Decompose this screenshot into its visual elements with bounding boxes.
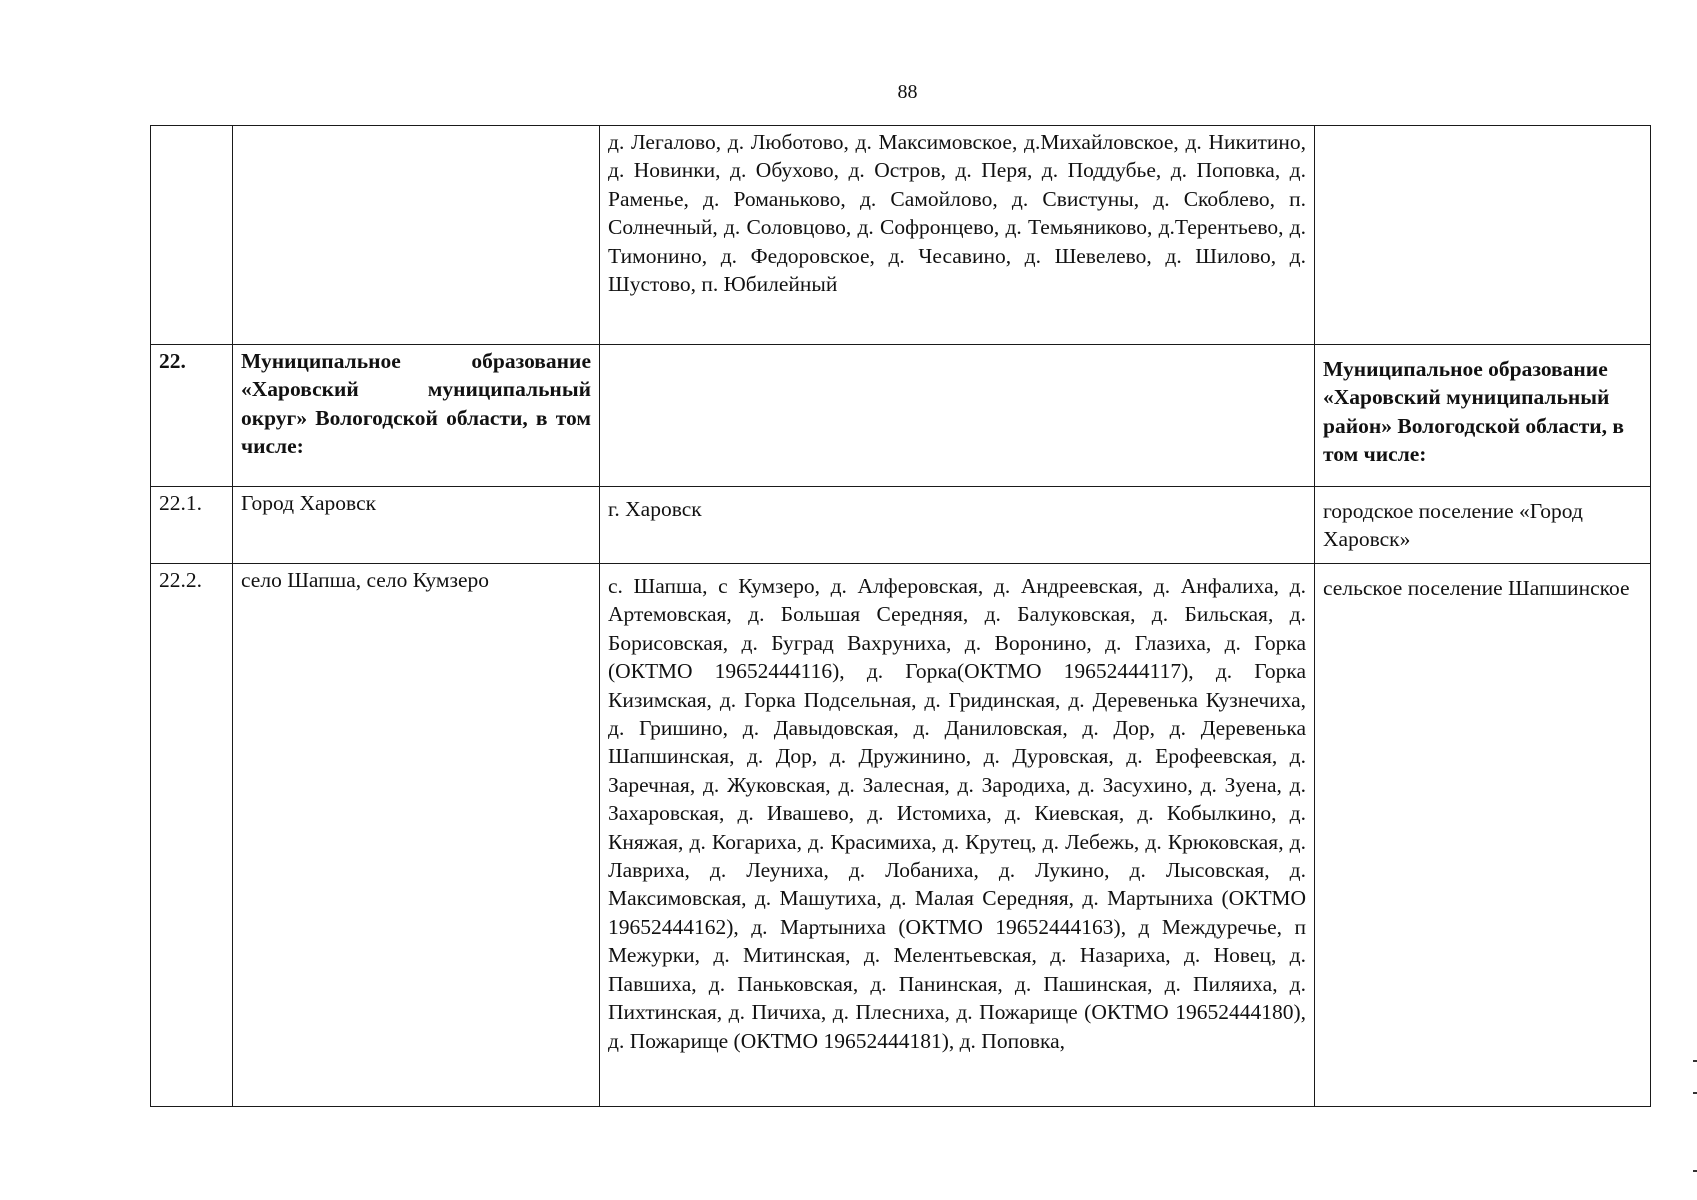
previous-status-cell: сельское поселение Шапшинское (1315, 564, 1651, 1107)
settlements-list-cell: д. Легалово, д. Люботово, д. Максимовское, д.Михайловское, д. Никитино, д. Новинки, д. Обухово, д. Остров, д. Перя, д. Поддубье, д. Поповка, д. Раменье, д. Романьково, д. Самойлово, д. Свистуны, д. Скоблево, п. Солнечный, д. Соловцово, д. Софронцево, д. Темьяниково, д.Терентьево, д. Тимонино, д. Федоровское, д. Чесавино, д. Шевелево, д. Шилово, д. Шустово, п. Юбилейный (600, 126, 1315, 345)
municipality-name-cell: Город Харовск (233, 487, 600, 564)
scan-edge-mark (1693, 1060, 1697, 1094)
table-row (151, 564, 1651, 1107)
previous-status-cell: городское поселение «Город Харовск» (1315, 487, 1651, 564)
row-number-cell: 22.1. (151, 487, 233, 564)
row-number-cell: 22. (151, 345, 233, 487)
settlements-list-cell: с. Шапша, с Кумзеро, д. Алферовская, д. Андреевская, д. Анфалиха, д. Артемовская, д. Большая Середняя, д. Балуковская, д. Бильская, д. Борисовская, д. Буград Вахруниха, д. Воронино, д. Глазиха, д. Горка (ОКТМО 19652444116), д. Горка(ОКТМО 19652444117), д. Горка Кизимская, д. Горка Подсельная, д. Гридинская, д. Деревенька Кузнечиха, д. Гришино, д. Давыдовская, д. Даниловская, д. Дор, д. Деревенька Шапшинская, д. Дор, д. Дружинино, д. Дуровская, д. Ерофеевская, д. Заречная, д. Жуковская, д. Залесная, д. Зародиха, д. Засухино, д. Зуена, д. Захаровская, д. Ивашево, д. Истомиха, д. Киевская, д. Кобылкино, д. Княжая, д. Когариха, д. Красимиха, д. Крутец, д. Лебежь, д. Крюковская, д. Лавриха, д. Леуниха, д. Лобаниха, д. Лукино, д. Лысовская, д. Максимовская, д. Машутиха, д. Малая Середняя, д. Мартыниха (ОКТМО 19652444162), д. Мартыниха (ОКТМО 19652444163), д Междуречье, п Межурки, д. Митинская, д. Мелентьевская, д. Назариха, д. Новец, д. Павшиха, д. Паньковская, д. Панинская, д. Пашинская, д. Пиляиха, д. Пихтинская, д. Пичиха, д. Плесниха, д. Пожарище (ОКТМО 19652444180), д. Пожарище (ОКТМО 19652444181), д. Поповка, (600, 564, 1315, 1107)
municipality-name-cell (233, 126, 600, 345)
page-number: 88 (897, 81, 918, 103)
municipality-name-cell: Муниципальное образование «Харовский муниципальный округ» Вологодской области, в том числе: (233, 345, 600, 487)
settlements-table (150, 125, 1651, 1107)
settlements-list-cell (600, 345, 1315, 487)
row-number-cell: 22.2. (151, 564, 233, 1107)
row-number-cell (151, 126, 233, 345)
table-row (151, 126, 1651, 345)
municipality-name-cell: село Шапша, село Кумзеро (233, 564, 600, 1107)
table-row (151, 345, 1651, 487)
previous-status-cell (1315, 126, 1651, 345)
previous-status-cell: Муниципальное образование «Харовский муниципальный район» Вологодской области, в том числе: (1315, 345, 1651, 487)
scan-edge-mark (1693, 1170, 1697, 1172)
settlements-list-cell: г. Харовск (600, 487, 1315, 564)
table-row (151, 487, 1651, 564)
